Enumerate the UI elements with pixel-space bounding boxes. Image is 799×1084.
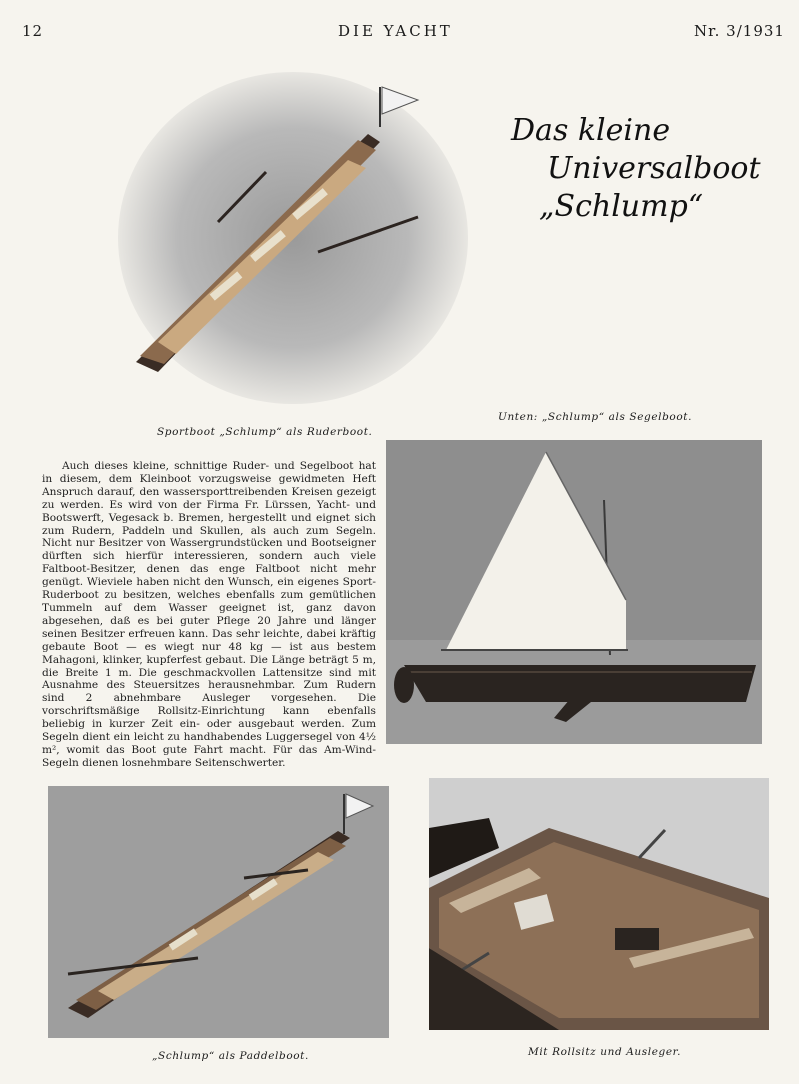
page-number: 12 — [22, 22, 44, 40]
title-line-1: Das kleine — [511, 113, 671, 148]
caption-paddling: „Schlump“ als Paddelboot. — [152, 1050, 309, 1062]
article-title — [505, 112, 775, 226]
photo-sailing-boat — [386, 440, 762, 744]
issue-number: Nr. 3/1931 — [694, 22, 785, 40]
title-line-2: Universalboot — [547, 151, 761, 186]
article-body: Auch dieses kleine, schnittige Ruder- und Segelboot hat in diesem, dem Kleinboot vorzugsweise gewidmeten Heft Anspruch darauf, den wassersporttreibenden Kreisen gezeigt zu werden. Es wird von der Firma Fr. Lürssen, Yacht- und Bootswerft, Vegesack b. Bremen, hergestellt und eignet sich zum Rudern, Paddeln und Skullen, als auch zum Segeln. Nicht nur Besitzer von Wassergrundstücken und Bootseigner dürften sich hierfür interessieren, sondern auch viele Faltboot-Besitzer, denen das enge Faltboot nicht mehr genügt. Wieviele haben nicht den Wunsch, ein eigenes Sport-Ruderboot zu besitzen, welches ebenfalls zum gemütlichen Tummeln auf dem Wasser geeignet ist, ganz davon abgesehen, daß es bei guter Pflege 20 Jahre und länger seinen Besitzer erfreuen kann. Das sehr leichte, dabei kräftig gebaute Boot — es wiegt nur 48 kg — ist aus bestem Mahagoni, klinker, kupferfest gebaut. Die Länge beträgt 5 m, die Breite 1 m. Die geschmackvollen Lattensitze sind mit Ausnahme des Steuersitzes herausnehmbar. Zum Rudern sind 2 abnehmbare Ausleger vorgesehen. Die vorschriftsmäßige Rollsitz-Einrichtung kann ebenfalls beliebig in kurzer Zeit ein- oder ausgebaut werden. Zum Segeln dient ein leicht zu handhabendes Luggersegel von 4½ m², womit das Boot gute Fahrt macht. Für das Am-Wind-Segeln dienen losnehmbare Seitenschwerter. — [42, 460, 376, 769]
title-line-3: „Schlump“ — [539, 189, 704, 224]
photo-rowing-boat — [118, 72, 468, 404]
caption-sailing: Unten: „Schlump“ als Segelboot. — [498, 411, 693, 423]
caption-rollsitz: Mit Rollsitz und Ausleger. — [528, 1046, 682, 1058]
caption-rowing: Sportboot „Schlump“ als Ruderboot. — [157, 426, 373, 438]
photo-rollsitz — [429, 778, 769, 1030]
photo-paddle-boat — [48, 786, 389, 1038]
magazine-title: DIE YACHT — [338, 22, 453, 40]
